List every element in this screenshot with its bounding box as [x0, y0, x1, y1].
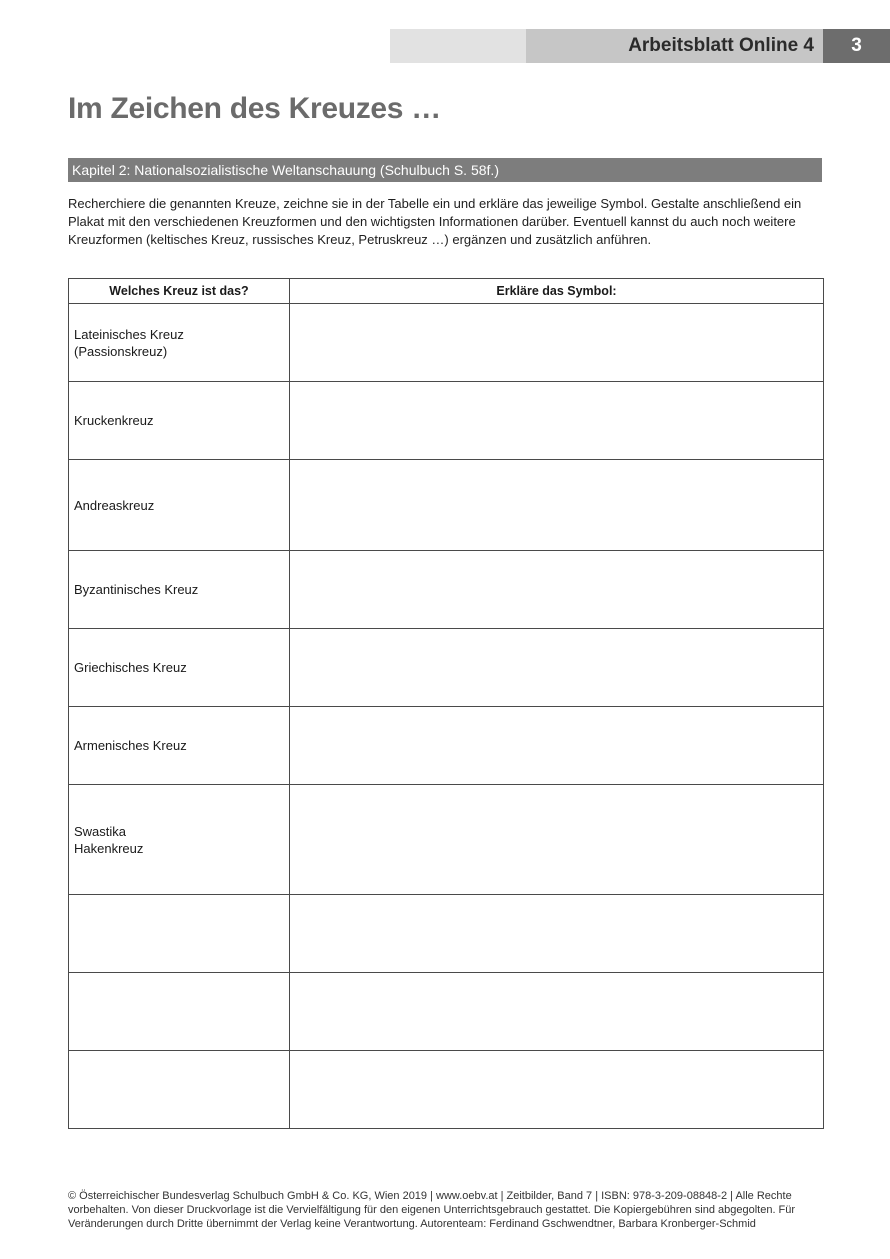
column-header-cross: Welches Kreuz ist das? [69, 279, 290, 304]
explanation-cell[interactable] [290, 382, 824, 460]
cross-name-cell[interactable] [69, 1051, 290, 1129]
table-header-row [69, 279, 824, 304]
explanation-cell[interactable] [290, 1051, 824, 1129]
cross-name-cell: Griechisches Kreuz [69, 629, 290, 707]
table-row [69, 785, 824, 895]
chapter-banner: Kapitel 2: Nationalsozialistische Weltanschauung (Schulbuch S. 58f.) [68, 158, 822, 182]
table-row [69, 629, 824, 707]
explanation-cell[interactable] [290, 304, 824, 382]
cross-name-cell: Kruckenkreuz [69, 382, 290, 460]
header-bar [390, 29, 890, 63]
cross-name-cell[interactable] [69, 895, 290, 973]
crosses-table [68, 278, 824, 1129]
cross-name-cell: Lateinisches Kreuz (Passionskreuz) [69, 304, 290, 382]
table-row [69, 973, 824, 1051]
cross-name-cell[interactable] [69, 973, 290, 1051]
cross-name-cell: Byzantinisches Kreuz [69, 551, 290, 629]
cross-name-cell: Andreaskreuz [69, 460, 290, 551]
page-title: Im Zeichen des Kreuzes … [68, 92, 441, 125]
table-row [69, 1051, 824, 1129]
worksheet-label: Arbeitsblatt Online 4 [628, 35, 814, 56]
page-number: 3 [823, 29, 890, 63]
explanation-cell[interactable] [290, 707, 824, 785]
table-row [69, 707, 824, 785]
explanation-cell[interactable] [290, 973, 824, 1051]
header-bar-light-segment [390, 29, 526, 63]
table-row [69, 382, 824, 460]
table-row [69, 895, 824, 973]
cross-name-cell: Armenisches Kreuz [69, 707, 290, 785]
instructions-text: Recherchiere die genannten Kreuze, zeichne sie in der Tabelle ein und erkläre das jeweilige Symbol. Gestalte anschließend ein Plakat mit den verschiedenen Kreuzformen und den wichtigsten Informationen darüber. Eventuell kannst du auch noch weitere Kreuzformen (keltisches Kreuz, russisches Kreuz, Petruskreuz …) ergänzen und zusätzlich anführen. [68, 196, 802, 247]
table-row [69, 460, 824, 551]
explanation-cell[interactable] [290, 895, 824, 973]
table-row [69, 551, 824, 629]
copyright-footer: © Österreichischer Bundesverlag Schulbuch GmbH & Co. KG, Wien 2019 | www.oebv.at | Zeitbilder, Band 7 | ISBN: 978-3-209-08848-2 | Alle Rechte vorbehalten. Von dieser Druckvorlage ist die Vervielfältigung für den eigenen Unterrichtsgebrauch gestattet. Die Kopiergebühren sind abgegolten. Für Veränderungen durch Dritte übernimmt der Verlag keine Verantwortung. Autorenteam: Ferdinand Gschwendtner, Barbara Kronberger-Schmid [68, 1190, 796, 1230]
explanation-cell[interactable] [290, 460, 824, 551]
explanation-cell[interactable] [290, 785, 824, 895]
explanation-cell[interactable] [290, 629, 824, 707]
table-row [69, 304, 824, 382]
cross-name-cell: Swastika Hakenkreuz [69, 785, 290, 895]
column-header-explanation: Erkläre das Symbol: [290, 279, 824, 304]
explanation-cell[interactable] [290, 551, 824, 629]
